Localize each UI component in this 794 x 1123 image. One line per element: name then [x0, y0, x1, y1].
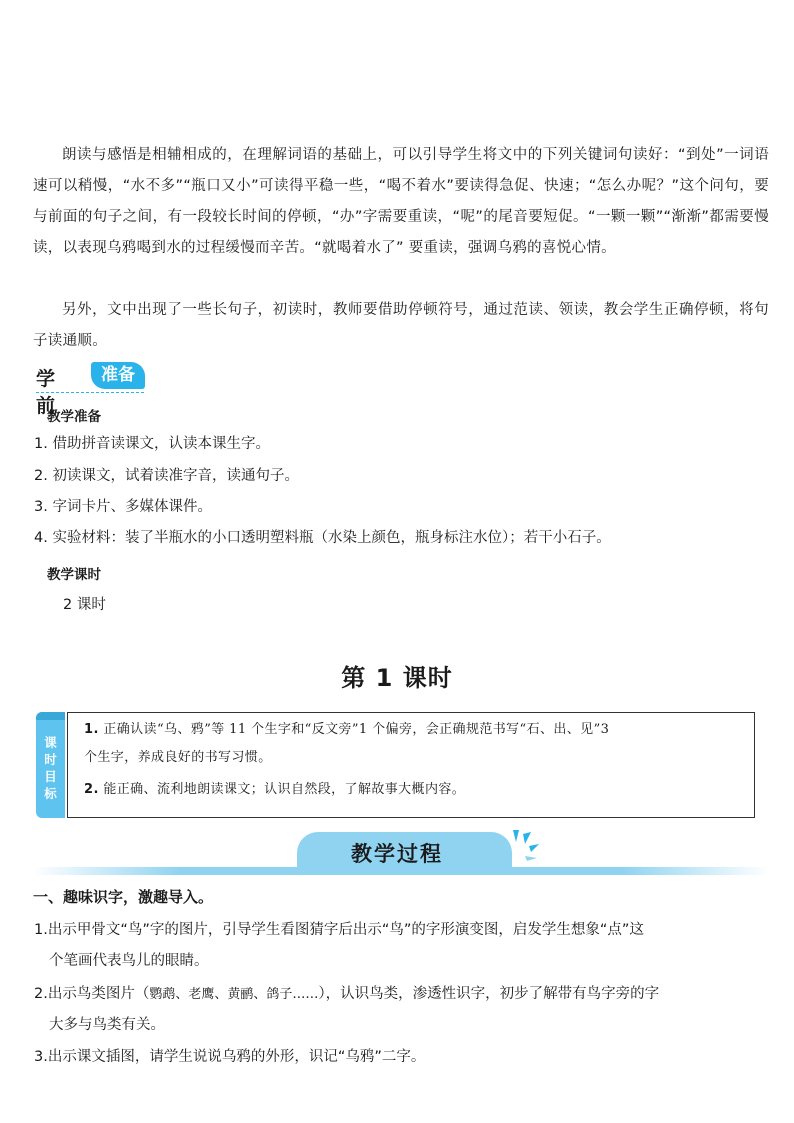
lesson-title: 第 1 课时 — [341, 664, 453, 692]
goal-tab-notch — [36, 712, 65, 720]
process-item-3-text: 出示课文插图，请学生说说乌鸦的外形，识记“乌鸦”二字。 — [47, 1049, 426, 1065]
teaching-hours-title: 教学课时 — [47, 567, 101, 583]
goal-1-number: 1. — [84, 722, 99, 737]
process-item-2-text-a: 出示鸟类图片（ — [47, 986, 150, 1002]
process-item-1-line-1 — [34, 915, 770, 946]
goal-tab-char: 时 — [44, 752, 57, 767]
intro-paragraph-1: 朗读与感悟是相辅相成的，在理解词语的基础上，可以引导学生将文中的下列关键词句读好：“到处”一词语速可以稍慢，“水不多”“瓶口又小”可读得平稳一些，“喝不着水”要读得急促、快速；“怎么办呢？”这个问句，要与前面的句子之间，有一段较长时间的停顿，“办”字需要重读，“呢”的尾音要短促。“一颗一颗”“渐渐”都需要慢读，以表现乌鸦喝到水的过程缓慢而辛苦。“就喝着水了” 要重读，强调乌鸦的喜悦心情。 — [33, 147, 769, 256]
goal-2-text: 能正确、流利地朗读课文；认识自然段，了解故事大概内容。 — [103, 782, 466, 797]
process-banner — [297, 832, 512, 874]
goal-1-line-1 — [84, 717, 746, 742]
process-item-1-line-2: 个笔画代表鸟儿的眼睛。 — [49, 953, 209, 969]
goal-2-line — [84, 777, 746, 802]
process-item-2-line-1 — [34, 979, 770, 1010]
teaching-prep-title: 教学准备 — [47, 409, 101, 425]
process-item-3-number: 3. — [34, 1049, 48, 1065]
teaching-hours-value: 2 课时 — [63, 597, 106, 613]
prep-section-tag: 准备 — [91, 362, 145, 389]
goal-1-text: 正确认读“乌、鸦”等 11 个生字和“反文旁”1 个偏旁，会正确规范书写“石、出、见”3 — [103, 722, 610, 737]
process-item-1-number: 1. — [34, 922, 48, 938]
lesson-goal-tab — [36, 712, 65, 818]
goal-tab-label — [36, 734, 65, 802]
process-item-2-bird-list: 鹦鹉、老鹰、黄鹂、鸽子…… — [149, 987, 319, 1002]
goal-tab-char: 目 — [44, 769, 57, 784]
process-item-2-number: 2. — [34, 986, 48, 1002]
process-item-1-text: 出示甲骨文“鸟”字的图片，引导学生看图猜字后出示“鸟”的字形演变图，启发学生想象“点”这 — [47, 922, 644, 938]
goal-1-line-2: 个生字，养成良好的书写习惯。 — [84, 750, 272, 765]
process-banner-label: 教学过程 — [351, 842, 443, 866]
lesson-goals-box — [67, 712, 755, 818]
prep-item-4: 4. 实验材料：装了半瓶水的小口透明塑料瓶（水染上颜色，瓶身标注水位）；若干小石子。 — [34, 530, 611, 546]
splash-decoration-icon — [503, 828, 543, 864]
goal-tab-char: 课 — [44, 735, 57, 750]
process-item-2-text-c: ），认识鸟类，渗透性识字，初步了解带有鸟字旁的字 — [318, 986, 660, 1002]
process-item-2-line-2: 大多与鸟类有关。 — [49, 1017, 165, 1033]
prep-item-2: 2. 初读课文，试着读准字音，读通句子。 — [34, 468, 299, 484]
goal-tab-char: 标 — [44, 786, 57, 801]
goal-2-number: 2. — [84, 782, 99, 797]
prep-item-1: 1. 借助拼音读课文，认读本课生字。 — [34, 436, 270, 452]
intro-paragraph-2: 另外，文中出现了一些长句子，初读时，教师要借助停顿符号，通过范读、领读，教会学生正确停顿，将句子读通顺。 — [33, 302, 769, 349]
process-item-3-line-1 — [34, 1042, 770, 1073]
prep-section-prefix: 学前 — [36, 368, 56, 417]
prep-item-3: 3. 字词卡片、多媒体课件。 — [34, 499, 212, 515]
process-step-1-title: 一、趣味识字，激趣导入。 — [33, 888, 214, 906]
prep-section-divider — [36, 392, 144, 393]
